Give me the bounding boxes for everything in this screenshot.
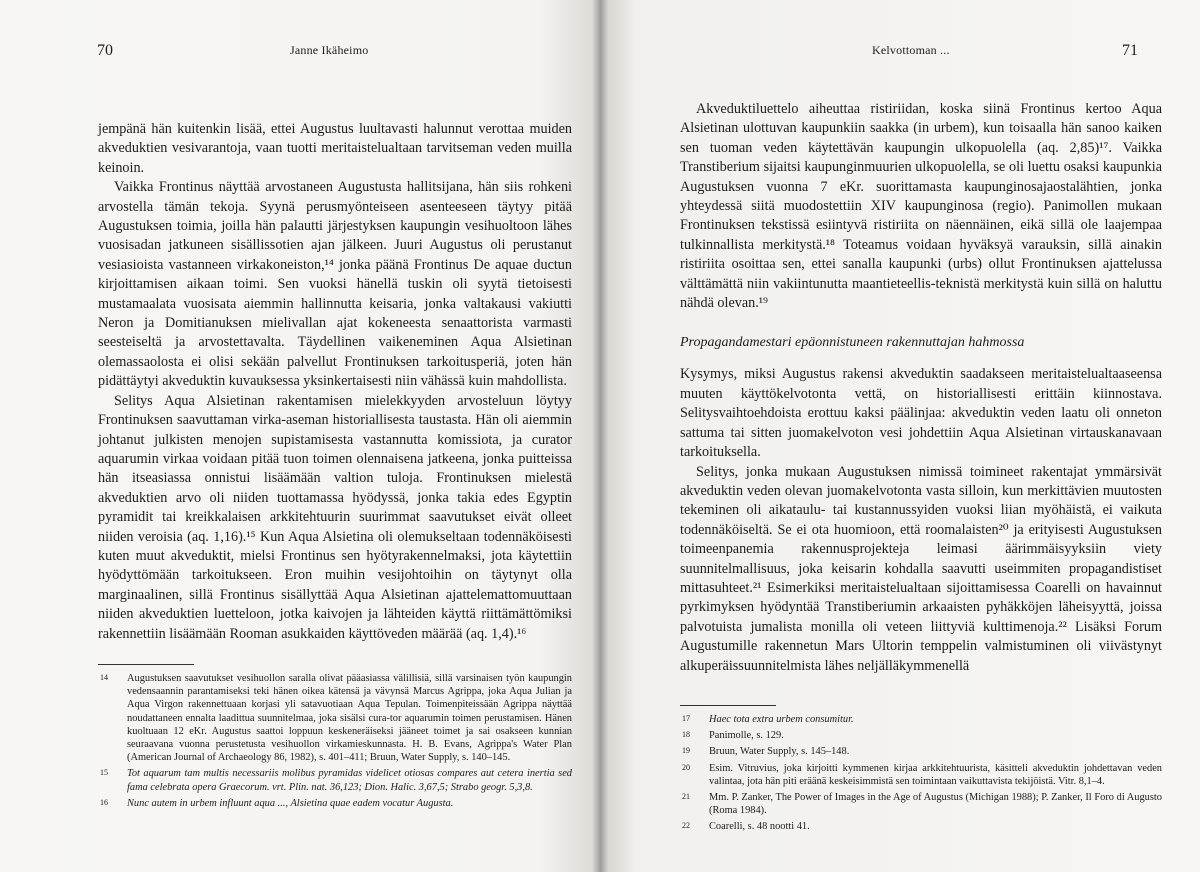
footnotes [98, 672, 572, 813]
paragraph: Selitys, jonka mukaan Augustuksen nimissä toimineet rakentajat ymmärsivät akveduktin veden olevan juomakelvotonta vasta silloin, kun merkittävien muutosten tekeminen oli aikataulu- tai kustannussyiden vuoksi liian myöhäistä, ei vaikuta todennäköiseltä. Se ei ota huomioon, että roomalaisten²⁰ ja erityisesti Augustuksen toimeenpanemia rakennusprojekteja leimasi äärimmäisyyksiin viety suunnitelmallisuus, joka keisarin kohdalla saavutti useimmiten propagandistiset mittasuhteet.²¹ Esimerkiksi meritaistelualtaan sijoittamisessa Coarelli on havainnut pyrkimyksen hyödyntää Transtiberiumin arkaaisten pyhäkköjen läheisyyttä, joissa palvotuista jumalista monilla oli veteen liittyviä kulttimenoja.²² Lisäksi Forum Augustumille rakennetun Mars Ultorin temppelin valmistuminen oli viivästynyt alkuperäissuunnitelmista lähes neljälläkymmenellä [680, 463, 1162, 674]
footnote [98, 767, 572, 793]
footnote [98, 672, 572, 764]
footnote-text: Haec tota extra urbem consumitur. [709, 714, 854, 725]
main-text [680, 100, 1162, 676]
paragraph: jempänä hän kuitenkin lisää, ettei Augustus luultavasti halunnut verottaa muiden akveduktien vesivarantoja, vaan tuotti meritaistelualtaan tarvitseman veden muilla keinoin. [98, 121, 572, 176]
footnote [98, 797, 572, 810]
paragraph: Akveduktiluettelo aiheuttaa ristiriidan, koska siinä Frontinus kertoo Aqua Alsietinan ulottuvan kaupunkiin saakka (in urbem), kun toisaalla hän sanoo kaiken sen tuoman veden käytettävän kaupungin ulkopuolella (aq. 2,85)¹⁷. Vaikka Transtiberium sijaitsi kaupunginmuurien ulkopuolella, se oli luettu osaksi kaupunkia Augustuksen vuonna 7 eKr. suorittamasta kaupunginosajaostalähtien, jonka yhteydessä siitä muodostettiin XIV kaupunginosa (regio). Panimollen mukaan Frontinuksen tekstissä esiintyvä ristiriita on näennäinen, eikä sillä ole laajempaa tulkinnallista merkitystä.¹⁸ Toteamus voidaan hyväksyä varauksin, sillä ainakin ristiriita osoittaa sen, ettei sanalla kaupunki (urbs) ollut Frontinuksen ajattelussa välttämättä niin vakiintunutta maantieteellis-teknistä merkitystä kuin sillä on haluttu nähdä olevan.¹⁹ [680, 101, 1162, 312]
footnote-text: Augustuksen saavutukset vesihuollon saralla olivat pääasiassa välillisiä, sillä varsinaisen työn kaupungin vedensaannin parantamiseksi teki hänen oikea kätensä ja vävynsä Marcus Agrippa, joka Aqua Julian ja Aqua Virgon rakennettuaan korjasi yli satavuotiaan Aqua Tepulan. Toimenpiteissään Agrippa näyttää noudattaneen ennalta laadittua suunnitelmaa, joka sisälsi cura-tor aquarumin toimen perustamisen. Hänen kuoltuaan 12 eKr. Augustus saattoi loppuun keskeneräiseksi jääneet toimet ja sai osakseen kunnian seuraavana vuonna perustetusta vesihuollon virkamieskunnasta. H. B. Evans, Agrippa's Water Plan (American Journal of Archaeology 86, 1982), s. 401–411; Bruun, Water Supply, s. 140–145. [127, 673, 572, 764]
footnote [680, 745, 1162, 758]
right-page [600, 0, 1200, 872]
footnote [680, 713, 1162, 726]
footnote-number: 16 [100, 797, 108, 807]
paragraph: Vaikka Frontinus näyttää arvostaneen Augustusta hallitsijana, hän siis rohkeni arvostella tämän tekoja. Syynä perusmyönteiseen asenteeseen täytyy pitää Augustuksen toimia, joilla hän palautti järjestyksen kaupungin vesihuoltoon lähes vuosisadan jatkuneen sisällissotien ajan jälkeen. Juuri Augustus oli perustanut vesiasioista vastanneen virkakoneiston,¹⁴ jonka päänä Frontinus De aquae ductun kirjoittamisen aikaan toimi. Sen vuoksi hänellä tuskin oli syytä tietoisesti mustamaalata vuosisata aiemmin hallinnutta keisaria, jonka valtakausi vakiutti Neron ja Domitianuksen mielivallan ajat kokeneesta senaattorista varmasti seesteiseltä ja arvostettavalta. Täydellinen vaikeneminen Aqua Alsietinan olemassaolosta ei olisi sekään palvellut Frontinuksen tarkoitusperiä, joten hän pidättäytyi akveduktin kuvauksessa yksinkertaisesti niin vähässä kuin mahdollista. [98, 179, 572, 390]
running-head: Kelvottoman ... [872, 43, 950, 57]
footnote-text: Coarelli, s. 48 nootti 41. [709, 821, 810, 833]
footnote-text: Mm. P. Zanker, The Power of Images in the Age of Augustus (Michigan 1988); P. Zanker, Il Foro di Augusto (Roma 1984). [709, 792, 1162, 817]
page-number: 71 [1122, 42, 1138, 59]
footnote-number: 21 [682, 792, 690, 802]
footnote-rule [680, 705, 776, 706]
footnote-number: 15 [100, 768, 108, 778]
footnote-text: Esim. Vitruvius, joka kirjoitti kymmenen kirjaa arkkitehtuurista, käsitteli akveduktin johdettavan veden valintaa, jota hän piti eräänä keskeisimmistä sen toimintaan vaikuttavista tekijöistä. Vitr. 8,1–4. [709, 762, 1162, 787]
footnote-number: 17 [682, 714, 690, 723]
footnote [680, 762, 1162, 788]
footnote [680, 791, 1162, 817]
paragraph: Selitys Aqua Alsietinan rakentamisen mielekkyyden arvosteluun löytyy Frontinuksen saavuttaman virka-aseman historiallisesta taustasta. Hän oli aiemmin johtanut julkisten menojen supistamisesta vastannutta komissiota, ja curator aquarumin virkaa voidaan pitää tuon toimen olennaisena jatkeena, jonka puitteissa hän itseasiassa onnistui lisäämään valtion tuloja. Frontinuksen mielestä akveduktien arvo oli niiden tuottamassa hyödyssä, jonka takia edes Egyptin pyramidit tai kreikkalaisen arkkitehtuurin suurimmat saavutukset eivät olleet niiden veroisia (aq. 1,16).¹⁵ Kun Aqua Alsietina oli olemukseltaan todennäköisesti kuten muut akveduktit, mielsi Frontinus sen hyötyrakennelmaksi, jota käytettiin hyödyttömään tarkoitukseen. Eron muihin vesijohtoihin on täytynyt olla marginaalinen, sillä Frontinus sisällyttää Aqua Alsietinan ajattelemattomuuttaan niiden akveduktien luetteloon, jotka kaivojen ja lähteiden käyttä riittämättömiksi rakennettiin lisäämään Rooman asukkaiden käyttöveden määrää (aq. 1,4).¹⁶ [98, 392, 572, 642]
main-text [98, 120, 572, 644]
paragraph: Kysymys, miksi Augustus rakensi akveduktin saadakseen meritaistelualtaaseensa muuten käyttökelvotonta vettä, on historiallisesti erittäin kiinnostava. Selitysvaihtoehdoista erottuu kaksi päälinjaa: akveduktin veden laatu oli onneton sattuma tai sitten juomakelvoton vesi johdettiin Aqua Alsietinan virtauskanavaan tarkoituksella. [680, 366, 1162, 461]
section-heading: Propagandamestari epäonnistuneen rakennuttajan hahmossa [680, 335, 1025, 351]
footnote-text: Tot aquarum tam multis necessariis molibus pyramidas videlicet otiosas compares aut cetera inertia sed fama celebrata opera Graecorum. vrt. Plin. nat. 36,123; Dion. Halic. 3,67,5; Strabo geogr. 5,3,8. [127, 768, 572, 793]
footnote-number: 19 [682, 746, 690, 756]
footnote [680, 729, 1162, 742]
page-number: 70 [97, 42, 113, 59]
footnote-text: Panimolle, s. 129. [709, 730, 784, 742]
footnote-text: Nunc autem in urbem influunt aqua ..., Alsietina quae eadem vocatur Augusta. [127, 797, 454, 809]
footnote-number: 22 [682, 821, 690, 831]
footnote-number: 18 [682, 730, 690, 740]
footnotes [680, 713, 1162, 837]
footnote-number: 14 [100, 673, 108, 682]
footnote [680, 820, 1162, 833]
footnote-rule [98, 664, 194, 665]
footnote-text: Bruun, Water Supply, s. 145–148. [709, 746, 850, 758]
running-head: Janne Ikäheimo [290, 43, 369, 57]
footnote-number: 20 [682, 762, 690, 772]
